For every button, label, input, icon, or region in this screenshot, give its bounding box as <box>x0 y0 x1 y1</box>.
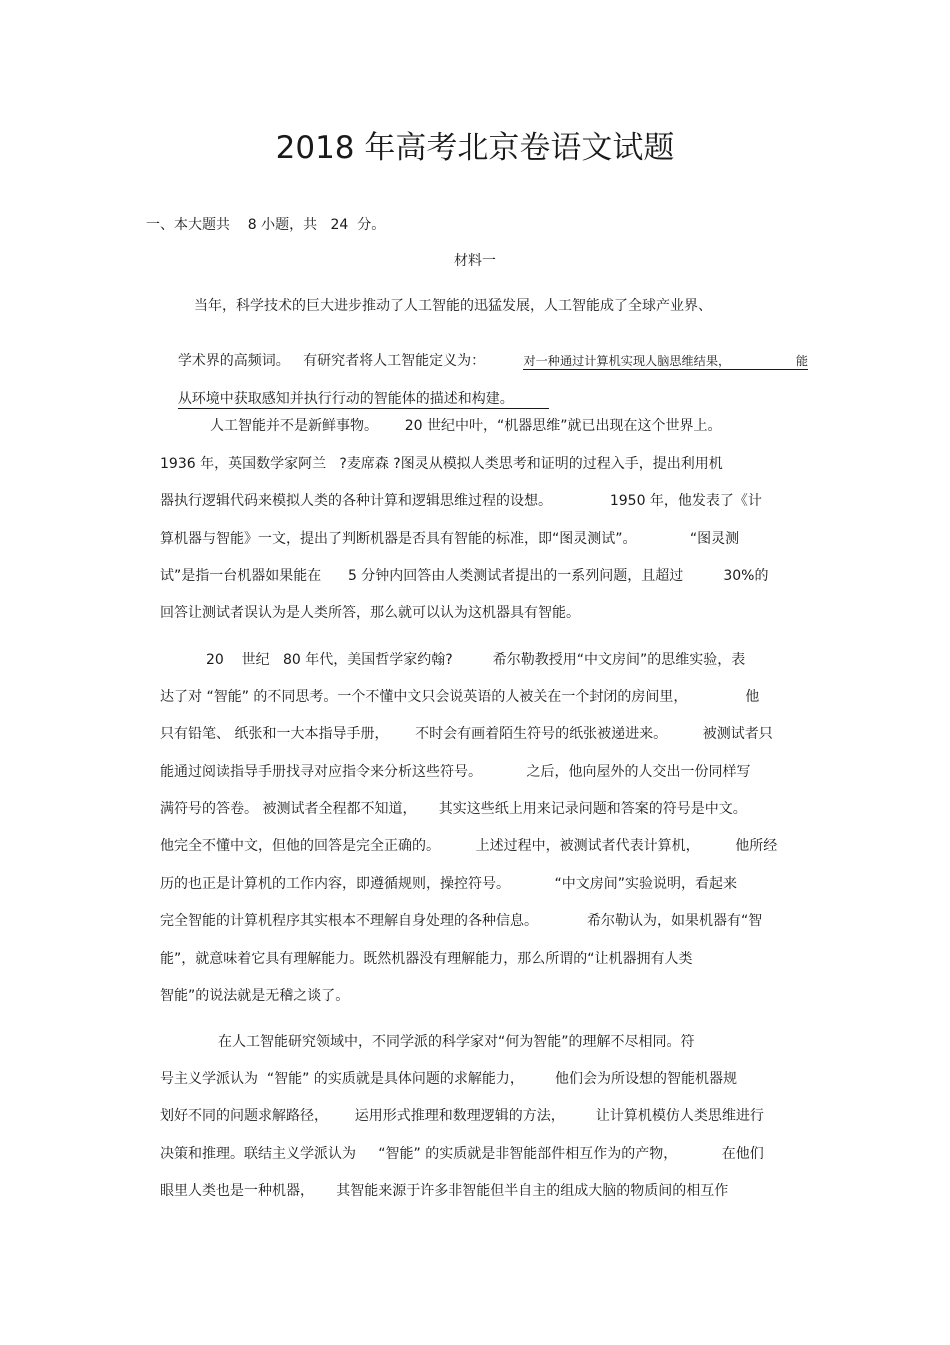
text-spacer <box>730 354 796 370</box>
section-heading: 一、本大题共 8 小题，共 24 分。 <box>146 217 386 233</box>
paragraph-line: 20 世纪 80 年代，美国哲学家约翰? 希尔勒教授用“中文房间”的思维实验，表 <box>206 652 746 668</box>
text-spacer <box>514 391 550 409</box>
paragraph-line: 智能”的说法就是无稽之谈了。 <box>160 988 350 1004</box>
underlined-definition-part1 <box>508 334 808 388</box>
paragraph-line: 历的也正是计算机的工作内容，即遵循规则，操控符号。 “中文房间”实验说明，看起来 <box>160 876 738 892</box>
paragraph-line: 1936 年，英国数学家阿兰 ?麦席森 ?图灵从模拟人类思考和证明的过程入手，提出利用机 <box>160 456 723 472</box>
paragraph-line: 算机器与智能》一文，提出了判断机器是否具有智能的标准，即“图灵测试”。 “图灵测 <box>160 531 740 547</box>
paragraph-line: 人工智能并不是新鲜事物。 20 世纪中叶，“机器思维”就已出现在这个世界上。 <box>210 418 722 434</box>
paragraph-line: 划好不同的问题求解路径， 运用形式推理和数理逻辑的方法， 让计算机模仿人类思维进行 <box>160 1108 764 1124</box>
paragraph-line: 试”是指一台机器如果能在 5 分钟内回答由人类测试者提出的一系列问题，且超过 30%的 <box>160 568 769 584</box>
text-segment: 学术界的高频词。 有研究者将人工智能定义为： <box>177 353 486 369</box>
paragraph-line: 能通过阅读指导手册找寻对应指令来分析这些符号。 之后，他向屋外的人交出一份同样写 <box>160 764 751 780</box>
paragraph-line: 满符号的答卷。 被测试者全程都不知道， 其实这些纸上用来记录问题和答案的符号是中文。 <box>160 801 747 817</box>
document-title: 2018 年高考北京卷语文试题 <box>275 130 675 166</box>
paragraph-line: 眼里人类也是一种机器， 其智能来源于许多非智能但半自主的组成大脑的物质间的相互作 <box>160 1183 729 1199</box>
paragraph-line: 器执行逻辑代码来模拟人类的各种计算和逻辑思维过程的设想。 1950 年，他发表了《计 <box>160 493 762 509</box>
paragraph-line: 他完全不懂中文，但他的回答是完全正确的。 上述过程中，被测试者代表计算机， 他所经 <box>160 838 778 854</box>
text-segment: 能 <box>795 354 808 368</box>
text-segment: 对一种通过计算机实现人脑思维结果， <box>523 354 731 368</box>
paragraph-line: 决策和推理。联结主义学派认为 “智能” 的实质就是非智能部件相互作为的产物， 在他们 <box>160 1146 764 1162</box>
paragraph-line: 能”，就意味着它具有理解能力。既然机器没有理解能力，那么所谓的“让机器拥有人类 <box>160 951 693 967</box>
paragraph-line: 回答让测试者误认为是人类所答，那么就可以认为这机器具有智能。 <box>160 605 580 621</box>
paragraph-line: 在人工智能研究领域中，不同学派的科学家对“何为智能”的理解不尽相同。符 <box>218 1034 695 1050</box>
text-segment: 从环境中获取感知并执行行动的智能体的描述和构建。 <box>177 391 514 407</box>
paragraph-line: 完全智能的计算机程序其实根本不理解自身处理的各种信息。 希尔勒认为，如果机器有“智 <box>160 913 763 929</box>
material-label: 材料一 <box>454 253 496 269</box>
paragraph-line: 号主义学派认为 “智能” 的实质就是具体问题的求解能力， 他们会为所设想的智能机器规 <box>160 1071 738 1087</box>
paragraph-line: 达了对 “智能” 的不同思考。一个不懂中文只会说英语的人被关在一个封闭的房间里， 他 <box>160 689 760 705</box>
paragraph-line: 当年，科学技术的巨大进步推动了人工智能的迅猛发展，人工智能成了全球产业界、 <box>194 298 712 314</box>
paragraph-line: 只有铅笔、 纸张和一大本指导手册， 不时会有画着陌生符号的纸张被递进来。 被测试者只 <box>160 726 773 742</box>
